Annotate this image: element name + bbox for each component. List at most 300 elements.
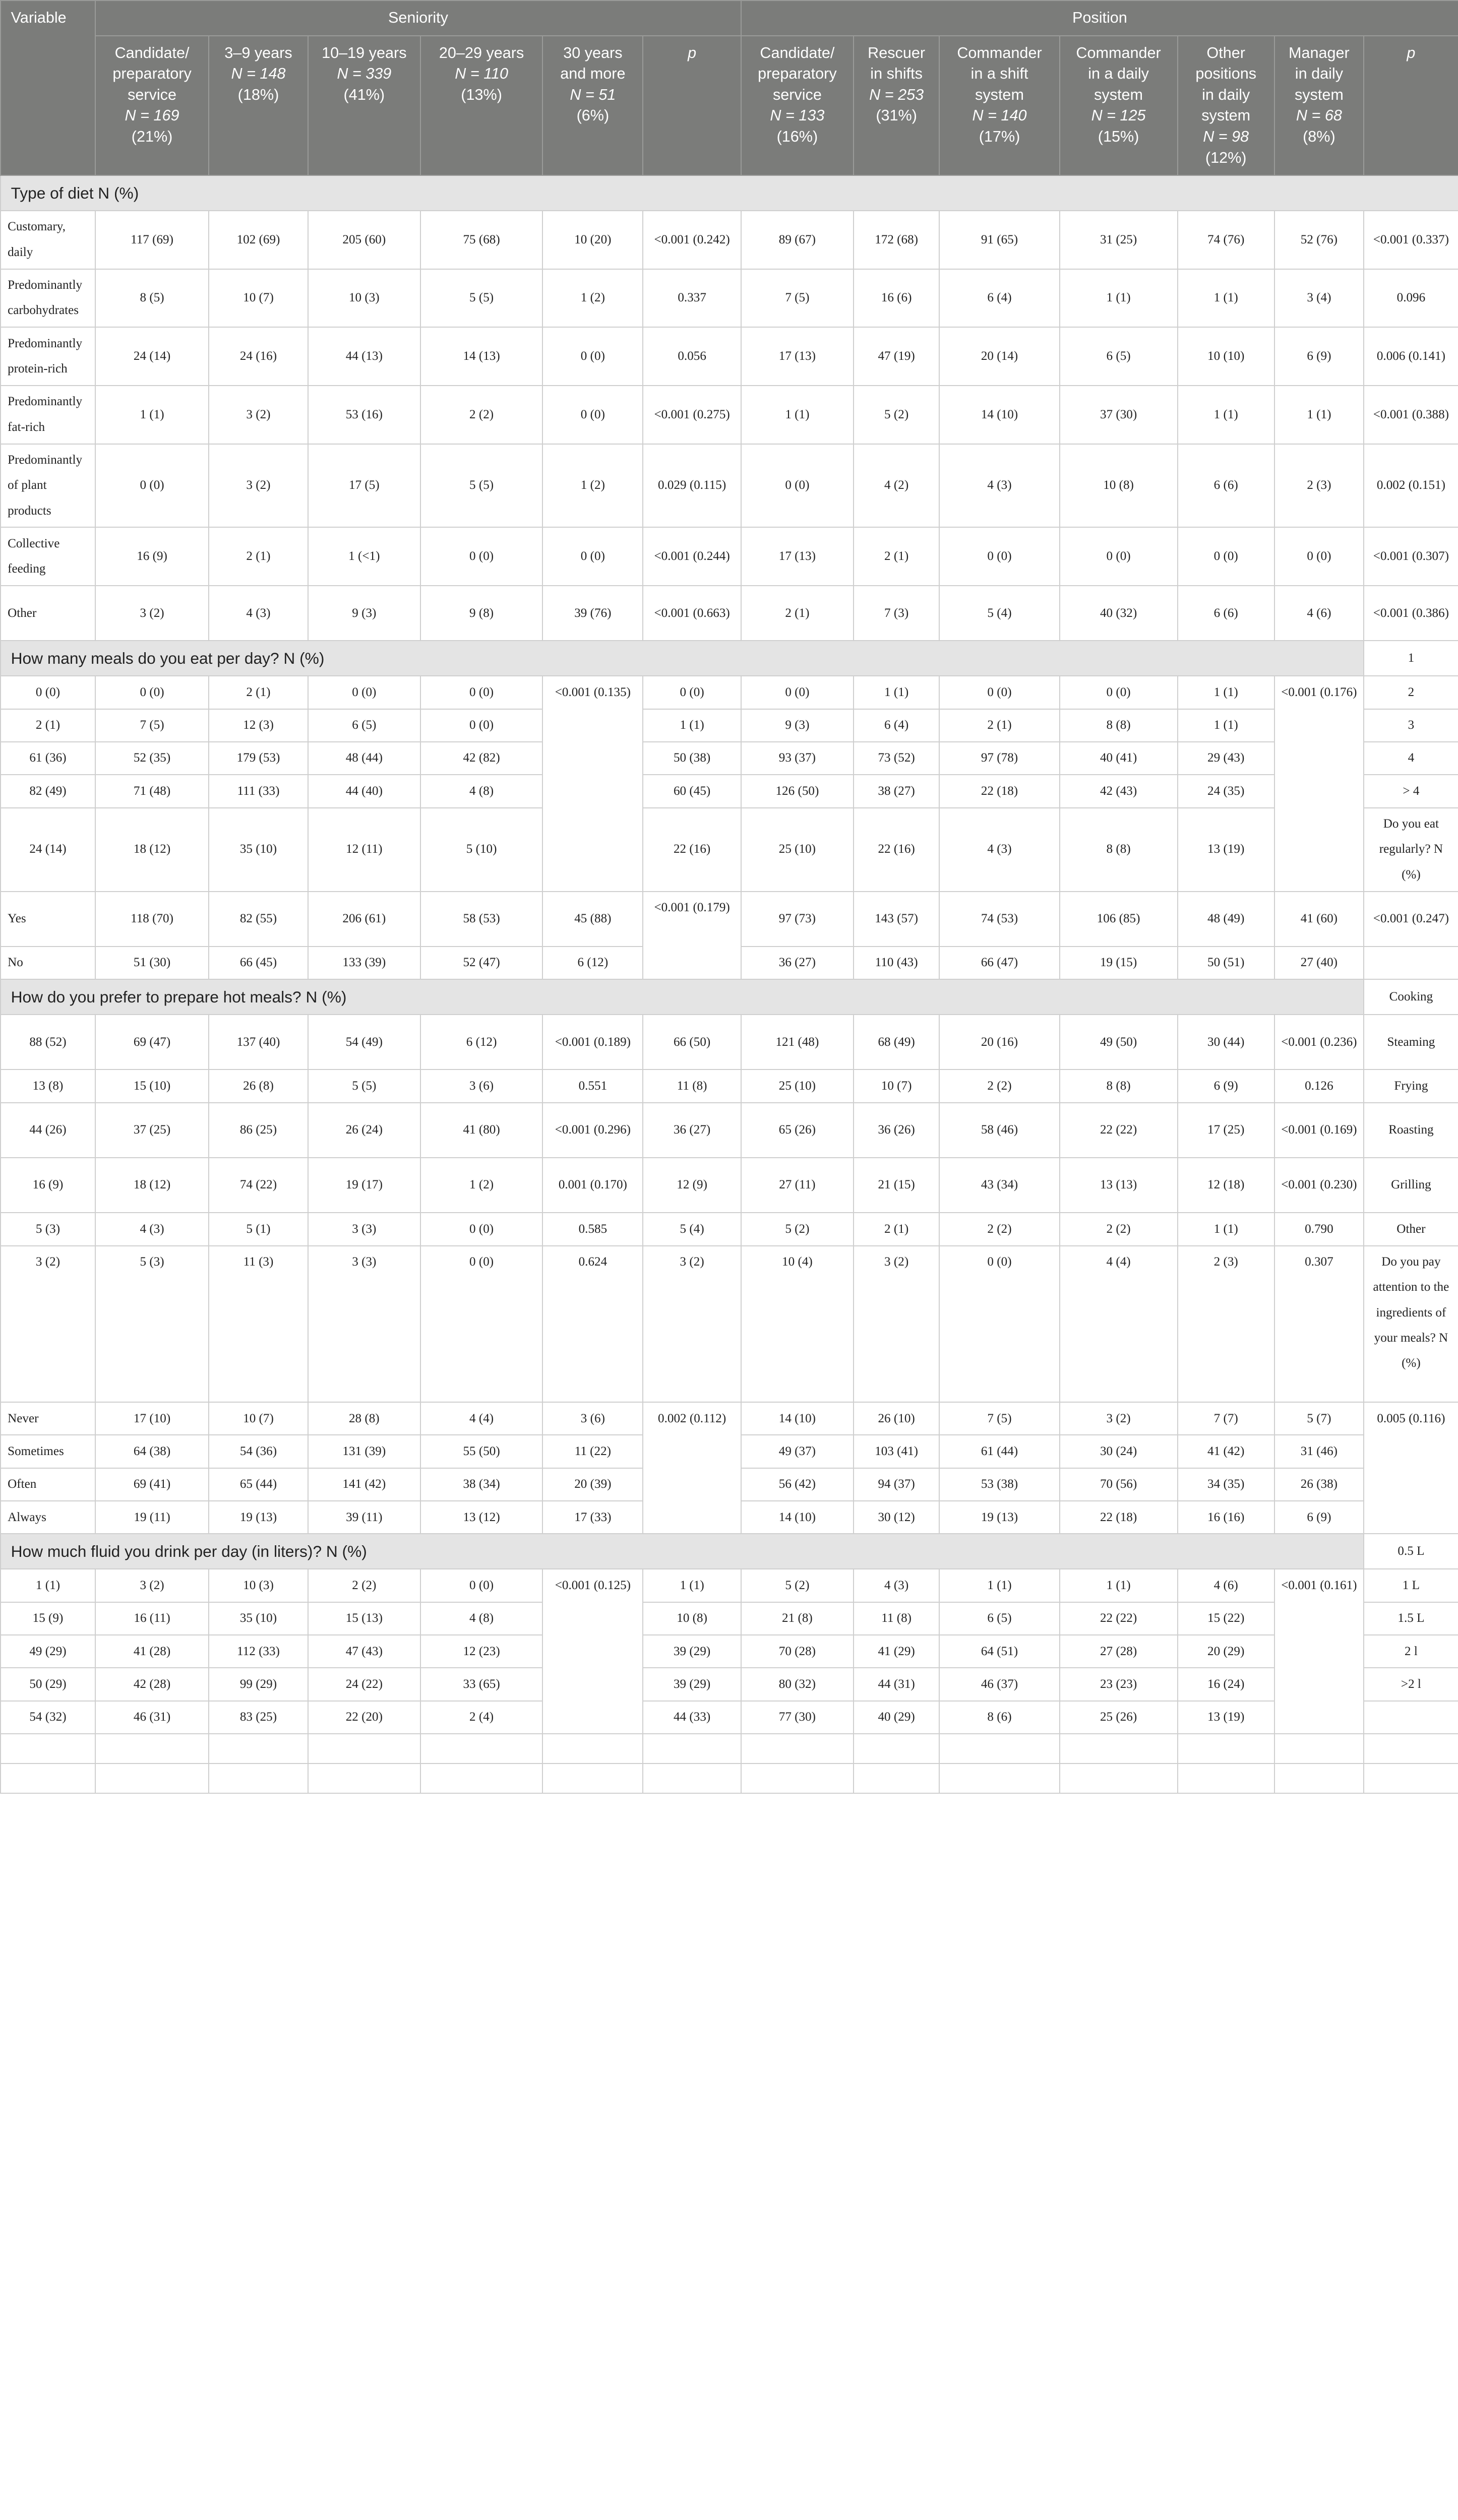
column-header-line: Candidate/ bbox=[760, 44, 835, 61]
table-cell: 0.585 bbox=[542, 1213, 643, 1245]
table-cell: 39 (29) bbox=[643, 1635, 741, 1668]
empty-cell bbox=[939, 1763, 1059, 1793]
table-cell: 137 (40) bbox=[209, 1015, 308, 1069]
column-header-line: system bbox=[1294, 86, 1344, 103]
table-cell: 22 (18) bbox=[1060, 1501, 1178, 1534]
table-cell: 0 (0) bbox=[95, 444, 209, 528]
table-row bbox=[1, 269, 1458, 328]
table-cell: 55 (50) bbox=[420, 1435, 543, 1468]
column-header-line: positions bbox=[1195, 65, 1257, 83]
column-header-line: (31%) bbox=[876, 107, 917, 124]
table-cell: 24 (16) bbox=[209, 327, 308, 386]
table-cell: 10 (20) bbox=[542, 211, 643, 269]
table-cell: 41 (80) bbox=[420, 1103, 543, 1158]
column-header-line: system bbox=[975, 86, 1024, 103]
table-cell: 60 (45) bbox=[643, 775, 741, 807]
table-cell: 22 (18) bbox=[939, 775, 1059, 807]
table-cell: 49 (37) bbox=[741, 1435, 854, 1468]
table-cell: 22 (16) bbox=[854, 808, 940, 892]
table-cell: 54 (32) bbox=[1, 1701, 95, 1734]
table-cell: 14 (13) bbox=[420, 327, 543, 386]
table-cell: 106 (85) bbox=[1060, 892, 1178, 947]
empty-cell bbox=[308, 1734, 420, 1763]
table-cell: 77 (30) bbox=[741, 1701, 854, 1734]
column-header-line: Candidate/ bbox=[114, 44, 190, 61]
table-cell: 1 (1) bbox=[1178, 269, 1274, 328]
table-cell: 38 (34) bbox=[420, 1468, 543, 1501]
table-row bbox=[1, 808, 1458, 892]
table-cell: 54 (36) bbox=[209, 1435, 308, 1468]
column-header-line: (41%) bbox=[343, 86, 385, 103]
table-cell: 20 (39) bbox=[542, 1468, 643, 1501]
table-cell: 4 (3) bbox=[854, 1569, 940, 1602]
table-cell: 205 (60) bbox=[308, 211, 420, 269]
table-cell: 40 (32) bbox=[1060, 586, 1178, 641]
table-cell: 2 (1) bbox=[209, 527, 308, 586]
table-cell: 17 (13) bbox=[741, 327, 854, 386]
table-cell: 61 (44) bbox=[939, 1435, 1059, 1468]
table-cell: 4 (6) bbox=[1274, 586, 1364, 641]
table-cell: 31 (46) bbox=[1274, 1435, 1364, 1468]
section-title: How do you prefer to prepare hot meals? N (%) bbox=[1, 979, 1364, 1015]
column-header-line: N = 148 bbox=[231, 65, 286, 83]
table-cell: 3 (2) bbox=[95, 586, 209, 641]
table-cell: 4 (8) bbox=[420, 775, 543, 807]
side-label: 3 bbox=[1364, 709, 1458, 742]
row-label: Collective feeding bbox=[1, 527, 95, 586]
table-cell: 0 (0) bbox=[420, 1246, 543, 1402]
table-cell: 6 (4) bbox=[854, 709, 940, 742]
table-cell: 66 (50) bbox=[643, 1015, 741, 1069]
table-cell: 17 (33) bbox=[542, 1501, 643, 1534]
row-label: Predominantly protein-rich bbox=[1, 327, 95, 386]
table-cell: 1 (1) bbox=[1274, 386, 1364, 444]
table-cell: 80 (32) bbox=[741, 1668, 854, 1700]
section-title: Type of diet N (%) bbox=[1, 175, 1458, 211]
table-cell: 16 (11) bbox=[95, 1602, 209, 1635]
table-cell: 99 (29) bbox=[209, 1668, 308, 1700]
table-cell: 8 (8) bbox=[1060, 709, 1178, 742]
side-label: 1.5 L bbox=[1364, 1602, 1458, 1635]
table-cell: 2 (2) bbox=[1060, 1213, 1178, 1245]
table-cell: 54 (49) bbox=[308, 1015, 420, 1069]
row-label: Predominantly of plant products bbox=[1, 444, 95, 528]
table-cell: <0.001 (0.247) bbox=[1364, 892, 1458, 947]
table-cell: 93 (37) bbox=[741, 742, 854, 775]
table-cell: 69 (47) bbox=[95, 1015, 209, 1069]
column-header-line: system bbox=[1094, 86, 1143, 103]
p-value: <0.001 (0.161) bbox=[1274, 1569, 1364, 1734]
table-row bbox=[1, 775, 1458, 807]
table-cell: 0 (0) bbox=[420, 676, 543, 709]
table-cell: 0 (0) bbox=[741, 676, 854, 709]
empty-cell bbox=[643, 1734, 741, 1763]
table-cell: 53 (38) bbox=[939, 1468, 1059, 1501]
column-header-line: Rescuer bbox=[868, 44, 926, 61]
table-cell: 5 (2) bbox=[741, 1213, 854, 1245]
table-cell: 0.096 bbox=[1364, 269, 1458, 328]
table-cell: 0 (0) bbox=[420, 709, 543, 742]
column-header-line: 30 years bbox=[563, 44, 623, 61]
table-cell: 22 (16) bbox=[643, 808, 741, 892]
table-cell: 6 (12) bbox=[420, 1015, 543, 1069]
side-label: Grilling bbox=[1364, 1158, 1458, 1213]
p-value: 0.002 (0.112) bbox=[643, 1402, 741, 1534]
table-cell: 0 (0) bbox=[939, 527, 1059, 586]
column-header-line: N = 125 bbox=[1091, 107, 1146, 124]
table-cell: 17 (25) bbox=[1178, 1103, 1274, 1158]
table-cell: 42 (28) bbox=[95, 1668, 209, 1700]
table-cell: 20 (16) bbox=[939, 1015, 1059, 1069]
table-cell: 24 (35) bbox=[1178, 775, 1274, 807]
side-label: 2 bbox=[1364, 676, 1458, 709]
table-cell: 0.790 bbox=[1274, 1213, 1364, 1245]
table-cell: 2 (4) bbox=[420, 1701, 543, 1734]
table-cell: 0.002 (0.151) bbox=[1364, 444, 1458, 528]
table-cell: 30 (44) bbox=[1178, 1015, 1274, 1069]
table-cell: 25 (26) bbox=[1060, 1701, 1178, 1734]
table-cell: 3 (3) bbox=[308, 1246, 420, 1402]
column-header-line: (15%) bbox=[1098, 128, 1139, 145]
table-cell: <0.001 (0.388) bbox=[1364, 386, 1458, 444]
table-cell: 3 (2) bbox=[1060, 1402, 1178, 1435]
table-cell: 74 (22) bbox=[209, 1158, 308, 1213]
table-cell: 1 (1) bbox=[1060, 269, 1178, 328]
table-cell: 24 (22) bbox=[308, 1668, 420, 1700]
section-title: How many meals do you eat per day? N (%) bbox=[1, 641, 1364, 676]
table-cell: 47 (43) bbox=[308, 1635, 420, 1668]
table-cell: 0.624 bbox=[542, 1246, 643, 1402]
table-row bbox=[1, 676, 1458, 709]
table-cell: 3 (2) bbox=[854, 1246, 940, 1402]
group-header-seniority: Seniority bbox=[95, 1, 741, 36]
table-cell: 51 (30) bbox=[95, 947, 209, 979]
table-cell: 89 (67) bbox=[741, 211, 854, 269]
table-cell: 82 (55) bbox=[209, 892, 308, 947]
table-cell: 118 (70) bbox=[95, 892, 209, 947]
table-cell: 39 (29) bbox=[643, 1668, 741, 1700]
empty-cell bbox=[542, 1734, 643, 1763]
empty-cell bbox=[308, 1763, 420, 1793]
table-cell: 9 (8) bbox=[420, 586, 543, 641]
side-label: Other bbox=[1364, 1213, 1458, 1245]
column-header bbox=[741, 36, 854, 175]
column-header-line: in daily bbox=[1295, 65, 1343, 83]
table-cell: 39 (76) bbox=[542, 586, 643, 641]
table-cell: 6 (12) bbox=[542, 947, 643, 979]
table-cell: 6 (5) bbox=[308, 709, 420, 742]
table-cell: 88 (52) bbox=[1, 1015, 95, 1069]
table-cell: 16 (9) bbox=[1, 1158, 95, 1213]
table-cell: 10 (10) bbox=[1178, 327, 1274, 386]
column-header bbox=[209, 36, 308, 175]
table-cell: 12 (9) bbox=[643, 1158, 741, 1213]
section-title: How much fluid you drink per day (in liters)? N (%) bbox=[1, 1534, 1364, 1569]
table-cell: 4 (3) bbox=[209, 586, 308, 641]
empty-cell bbox=[1, 1734, 95, 1763]
table-cell: 13 (19) bbox=[1178, 808, 1274, 892]
table-cell: 21 (15) bbox=[854, 1158, 940, 1213]
table-cell: 1 (1) bbox=[1, 1569, 95, 1602]
table-cell: 6 (6) bbox=[1178, 444, 1274, 528]
table-cell: <0.001 (0.169) bbox=[1274, 1103, 1364, 1158]
empty-cell bbox=[1178, 1734, 1274, 1763]
table-cell: 1 (2) bbox=[542, 444, 643, 528]
table-cell: 71 (48) bbox=[95, 775, 209, 807]
table-cell: 33 (65) bbox=[420, 1668, 543, 1700]
table-row bbox=[1, 1158, 1458, 1213]
table-cell: 22 (22) bbox=[1060, 1602, 1178, 1635]
table-row bbox=[1, 892, 1458, 947]
section-side-label: Cooking bbox=[1364, 979, 1458, 1015]
column-header-line: Commander bbox=[1076, 44, 1161, 61]
table-row bbox=[1, 1069, 1458, 1102]
table-cell: 50 (29) bbox=[1, 1668, 95, 1700]
table-cell: 19 (15) bbox=[1060, 947, 1178, 979]
row-label: No bbox=[1, 947, 95, 979]
table-cell: 141 (42) bbox=[308, 1468, 420, 1501]
table-cell: 2 (2) bbox=[939, 1213, 1059, 1245]
empty-cell bbox=[854, 1763, 940, 1793]
table-cell: 10 (7) bbox=[854, 1069, 940, 1102]
table-cell: 131 (39) bbox=[308, 1435, 420, 1468]
table-cell: 7 (5) bbox=[741, 269, 854, 328]
table-cell: 3 (2) bbox=[209, 444, 308, 528]
empty-cell bbox=[420, 1734, 543, 1763]
column-header-line: service bbox=[772, 86, 822, 103]
table-cell: 10 (4) bbox=[741, 1246, 854, 1402]
side-label: Do you eat regularly? N (%) bbox=[1364, 808, 1458, 892]
table-cell: 97 (78) bbox=[939, 742, 1059, 775]
table-cell: 86 (25) bbox=[209, 1103, 308, 1158]
empty-cell bbox=[1364, 1734, 1458, 1763]
table-cell: 0.126 bbox=[1274, 1069, 1364, 1102]
column-header bbox=[1178, 36, 1274, 175]
table-row bbox=[1, 386, 1458, 444]
table-cell: 20 (14) bbox=[939, 327, 1059, 386]
table-cell: 27 (28) bbox=[1060, 1635, 1178, 1668]
table-cell: 133 (39) bbox=[308, 947, 420, 979]
empty-cell bbox=[420, 1763, 543, 1793]
table-cell: 13 (8) bbox=[1, 1069, 95, 1102]
side-label bbox=[1364, 1701, 1458, 1734]
table-cell: 5 (2) bbox=[741, 1569, 854, 1602]
table-cell: 8 (5) bbox=[95, 269, 209, 328]
table-cell: 4 (3) bbox=[95, 1213, 209, 1245]
row-label: Often bbox=[1, 1468, 95, 1501]
table-cell: 117 (69) bbox=[95, 211, 209, 269]
table-cell: 18 (12) bbox=[95, 808, 209, 892]
column-header-line: N = 51 bbox=[570, 86, 616, 103]
empty-cell bbox=[1274, 1734, 1364, 1763]
table-row bbox=[1, 1103, 1458, 1158]
table-cell: 2 (1) bbox=[1, 709, 95, 742]
table-cell: 12 (3) bbox=[209, 709, 308, 742]
table-cell: 37 (25) bbox=[95, 1103, 209, 1158]
table-cell: 19 (17) bbox=[308, 1158, 420, 1213]
variable-header: Variable bbox=[1, 1, 95, 175]
table-cell: 19 (11) bbox=[95, 1501, 209, 1534]
side-label: >2 l bbox=[1364, 1668, 1458, 1700]
table-cell: 52 (47) bbox=[420, 947, 543, 979]
column-header bbox=[1364, 36, 1458, 175]
table-cell: 36 (27) bbox=[741, 947, 854, 979]
table-cell: 41 (42) bbox=[1178, 1435, 1274, 1468]
empty-cell bbox=[741, 1763, 854, 1793]
column-header-line: in a shift bbox=[970, 65, 1028, 83]
table-cell: <0.001 (0.236) bbox=[1274, 1015, 1364, 1069]
table-row bbox=[1, 1635, 1458, 1668]
table-cell: 17 (13) bbox=[741, 527, 854, 586]
table-cell: 13 (13) bbox=[1060, 1158, 1178, 1213]
table-row bbox=[1, 742, 1458, 775]
table-cell: 11 (8) bbox=[643, 1069, 741, 1102]
table-cell: 15 (13) bbox=[308, 1602, 420, 1635]
table-cell: 6 (9) bbox=[1274, 1501, 1364, 1534]
table-cell: 0.337 bbox=[643, 269, 741, 328]
table-cell: 6 (5) bbox=[939, 1602, 1059, 1635]
table-cell: 39 (11) bbox=[308, 1501, 420, 1534]
table-cell: <0.001 (0.386) bbox=[1364, 586, 1458, 641]
table-cell: 3 (2) bbox=[1, 1246, 95, 1402]
table-cell: 2 (1) bbox=[854, 1213, 940, 1245]
table-cell: 41 (60) bbox=[1274, 892, 1364, 947]
table-cell: 19 (13) bbox=[939, 1501, 1059, 1534]
table-cell: 64 (38) bbox=[95, 1435, 209, 1468]
table-row bbox=[1, 1569, 1458, 1602]
table-cell: 19 (13) bbox=[209, 1501, 308, 1534]
table-cell: 29 (43) bbox=[1178, 742, 1274, 775]
column-header-line: (21%) bbox=[131, 128, 173, 145]
table-cell: 10 (7) bbox=[209, 269, 308, 328]
table-cell: 10 (8) bbox=[1060, 444, 1178, 528]
table-cell: 0 (0) bbox=[95, 676, 209, 709]
table-cell: 46 (31) bbox=[95, 1701, 209, 1734]
row-label: Other bbox=[1, 586, 95, 641]
table-cell: 15 (9) bbox=[1, 1602, 95, 1635]
table-cell: 0.307 bbox=[1274, 1246, 1364, 1402]
table-cell: 0.056 bbox=[643, 327, 741, 386]
table-cell: 28 (8) bbox=[308, 1402, 420, 1435]
table-cell: 2 (1) bbox=[854, 527, 940, 586]
side-label: 1 L bbox=[1364, 1569, 1458, 1602]
table-cell: 52 (76) bbox=[1274, 211, 1364, 269]
table-cell: 1 (1) bbox=[95, 386, 209, 444]
table-cell: 30 (24) bbox=[1060, 1435, 1178, 1468]
table-cell: 1 (1) bbox=[643, 1569, 741, 1602]
table-cell: 61 (36) bbox=[1, 742, 95, 775]
table-cell: 5 (5) bbox=[420, 269, 543, 328]
table-cell: 15 (10) bbox=[95, 1069, 209, 1102]
table-cell: 74 (53) bbox=[939, 892, 1059, 947]
table-cell: <0.001 (0.307) bbox=[1364, 527, 1458, 586]
table-cell: 36 (27) bbox=[643, 1103, 741, 1158]
table-cell: 44 (31) bbox=[854, 1668, 940, 1700]
table-cell: 26 (8) bbox=[209, 1069, 308, 1102]
table-cell: 69 (41) bbox=[95, 1468, 209, 1501]
table-cell: 44 (40) bbox=[308, 775, 420, 807]
table-cell: 41 (28) bbox=[95, 1635, 209, 1668]
table-cell: 64 (51) bbox=[939, 1635, 1059, 1668]
column-header-line: N = 253 bbox=[869, 86, 924, 103]
table-cell: <0.001 (0.663) bbox=[643, 586, 741, 641]
table-cell: 7 (5) bbox=[95, 709, 209, 742]
table-cell: 12 (23) bbox=[420, 1635, 543, 1668]
table-cell: 37 (30) bbox=[1060, 386, 1178, 444]
table-cell: 12 (11) bbox=[308, 808, 420, 892]
table-cell: 0 (0) bbox=[420, 527, 543, 586]
table-cell: 2 (2) bbox=[308, 1569, 420, 1602]
table-cell: 11 (22) bbox=[542, 1435, 643, 1468]
row-label: Predominantly carbohydrates bbox=[1, 269, 95, 328]
column-header-line: preparatory bbox=[112, 65, 192, 83]
side-label: Roasting bbox=[1364, 1103, 1458, 1158]
table-cell: 112 (33) bbox=[209, 1635, 308, 1668]
table-cell: 103 (41) bbox=[854, 1435, 940, 1468]
empty-cell bbox=[1274, 1763, 1364, 1793]
table-cell: 5 (3) bbox=[1, 1213, 95, 1245]
table-row bbox=[1, 1402, 1458, 1435]
table-cell: 0 (0) bbox=[542, 386, 643, 444]
table-cell: 27 (40) bbox=[1274, 947, 1364, 979]
table-cell: 0 (0) bbox=[420, 1569, 543, 1602]
table-cell: 10 (7) bbox=[209, 1402, 308, 1435]
table-cell: 7 (5) bbox=[939, 1402, 1059, 1435]
table-cell: 13 (19) bbox=[1178, 1701, 1274, 1734]
table-cell: 24 (14) bbox=[95, 327, 209, 386]
column-header-line: in daily bbox=[1202, 86, 1250, 103]
table-cell: 12 (18) bbox=[1178, 1158, 1274, 1213]
table-cell: 16 (9) bbox=[95, 527, 209, 586]
row-label: Never bbox=[1, 1402, 95, 1435]
table-cell: 1 (1) bbox=[854, 676, 940, 709]
table-cell: 4 (2) bbox=[854, 444, 940, 528]
table-cell: 26 (38) bbox=[1274, 1468, 1364, 1501]
column-header bbox=[95, 36, 209, 175]
table-cell: 17 (5) bbox=[308, 444, 420, 528]
table-row bbox=[1, 709, 1458, 742]
row-label: Customary, daily bbox=[1, 211, 95, 269]
table-cell: 35 (10) bbox=[209, 1602, 308, 1635]
table-cell: 0.001 (0.170) bbox=[542, 1158, 643, 1213]
side-label: Steaming bbox=[1364, 1015, 1458, 1069]
table-row bbox=[1, 1015, 1458, 1069]
table-cell: 11 (3) bbox=[209, 1246, 308, 1402]
table-row bbox=[1, 1246, 1458, 1402]
table-cell: 44 (13) bbox=[308, 327, 420, 386]
table-cell: 1 (2) bbox=[542, 269, 643, 328]
side-label: > 4 bbox=[1364, 775, 1458, 807]
table-cell: 45 (88) bbox=[542, 892, 643, 947]
column-header-line: p bbox=[1407, 44, 1416, 61]
column-header-line: (16%) bbox=[776, 128, 818, 145]
table-cell: 50 (38) bbox=[643, 742, 741, 775]
table-cell: 2 (3) bbox=[1178, 1246, 1274, 1402]
column-header-line: (13%) bbox=[461, 86, 502, 103]
table-cell: 2 (2) bbox=[939, 1069, 1059, 1102]
column-header bbox=[308, 36, 420, 175]
table-row bbox=[1, 1701, 1458, 1734]
table-cell: 18 (12) bbox=[95, 1158, 209, 1213]
empty-row bbox=[1, 1734, 1458, 1763]
table-cell: 47 (19) bbox=[854, 327, 940, 386]
table-cell: 6 (4) bbox=[939, 269, 1059, 328]
table-cell: 70 (28) bbox=[741, 1635, 854, 1668]
table-cell: 0.551 bbox=[542, 1069, 643, 1102]
table-cell: 5 (4) bbox=[939, 586, 1059, 641]
table-cell: 111 (33) bbox=[209, 775, 308, 807]
table-cell: 22 (22) bbox=[1060, 1103, 1178, 1158]
